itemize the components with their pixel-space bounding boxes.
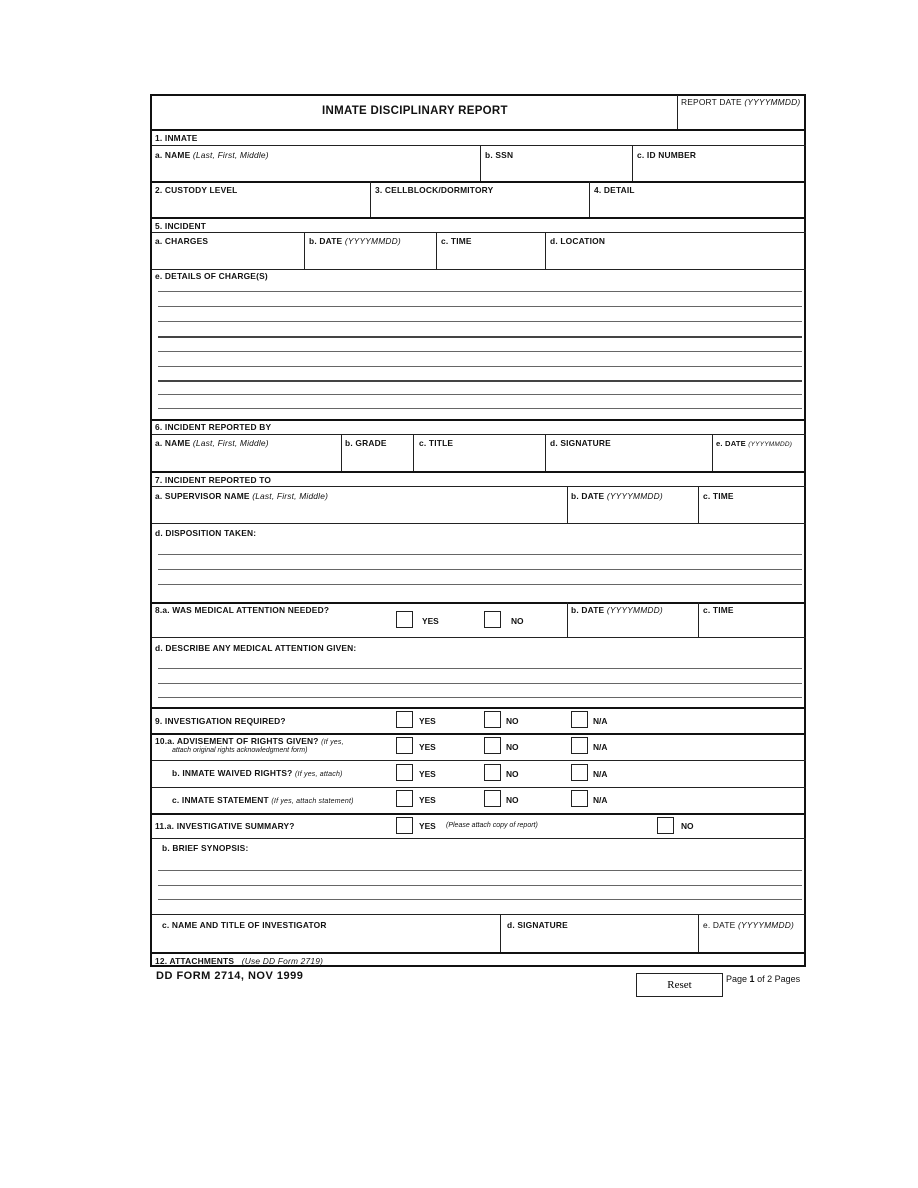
reporter-grade-label: b. GRADE xyxy=(345,438,387,448)
writing-line xyxy=(158,683,802,684)
incident-location-label: d. LOCATION xyxy=(550,236,606,246)
investigative-summary-label: 11.a. INVESTIGATIVE SUMMARY? xyxy=(155,821,295,831)
divider xyxy=(712,434,713,471)
divider xyxy=(632,145,633,181)
divider xyxy=(589,181,590,217)
divider xyxy=(677,95,678,130)
writing-line xyxy=(158,394,802,395)
divider xyxy=(480,145,481,181)
option-na-label: N/A xyxy=(593,795,608,805)
medical-yes-label: YES xyxy=(422,616,439,626)
divider xyxy=(152,760,806,761)
writing-line xyxy=(158,336,802,338)
option-yes-label: YES xyxy=(419,769,436,779)
option-no-label: NO xyxy=(681,821,694,831)
writing-line xyxy=(158,885,802,886)
medical-date-label: b. DATE (YYYYMMDD) xyxy=(571,605,663,615)
investigator-signature-label: d. SIGNATURE xyxy=(507,920,568,930)
section-incident-heading: 5. INCIDENT xyxy=(155,221,207,231)
divider xyxy=(152,232,806,233)
option-no-label: NO xyxy=(506,716,519,726)
divider xyxy=(152,787,806,788)
medical-time-label: c. TIME xyxy=(703,605,734,615)
supervisor-name-label: a. SUPERVISOR NAME (Last, First, Middle) xyxy=(155,491,329,501)
divider xyxy=(567,602,568,637)
divider xyxy=(152,914,806,915)
option-yes-label: YES xyxy=(419,716,436,726)
reporter-title-label: c. TITLE xyxy=(419,438,454,448)
divider xyxy=(698,914,699,952)
divider xyxy=(341,434,342,471)
page-indicator: Page 1 of 2 Pages xyxy=(726,974,801,984)
divider xyxy=(152,181,806,183)
section-reported-by-heading: 6. INCIDENT REPORTED BY xyxy=(155,422,272,432)
writing-line xyxy=(158,351,802,352)
divider xyxy=(152,217,806,219)
waived-na-checkbox[interactable] xyxy=(571,764,588,781)
writing-line xyxy=(158,697,802,698)
writing-line xyxy=(158,870,802,871)
divider xyxy=(152,269,806,270)
divider xyxy=(152,129,806,131)
writing-line xyxy=(158,380,802,382)
section-inmate-heading: 1. INMATE xyxy=(155,133,198,143)
divider xyxy=(436,232,437,269)
brief-synopsis-label: b. BRIEF SYNOPSIS: xyxy=(162,843,249,853)
divider xyxy=(152,419,806,421)
divider xyxy=(698,486,699,523)
supervisor-time-label: c. TIME xyxy=(703,491,734,501)
waived-yes-checkbox[interactable] xyxy=(396,764,413,781)
form-title: INMATE DISCIPLINARY REPORT xyxy=(322,105,508,117)
investigation-na-checkbox[interactable] xyxy=(571,711,588,728)
writing-line xyxy=(158,554,802,555)
divider xyxy=(500,914,501,952)
divider xyxy=(567,486,568,523)
option-yes-label: YES xyxy=(419,821,436,831)
divider xyxy=(370,181,371,217)
writing-line xyxy=(158,584,802,585)
divider xyxy=(152,486,806,487)
writing-line xyxy=(158,408,802,409)
investigation-no-checkbox[interactable] xyxy=(484,711,501,728)
ssn-label: b. SSN xyxy=(485,150,514,160)
divider xyxy=(152,707,806,709)
statement-na-checkbox[interactable] xyxy=(571,790,588,807)
reporter-signature-label: d. SIGNATURE xyxy=(550,438,611,448)
writing-line xyxy=(158,306,802,307)
waived-rights-label: b. INMATE WAIVED RIGHTS? (If yes, attach) xyxy=(172,768,343,778)
option-na-label: N/A xyxy=(593,769,608,779)
investigation-required-label: 9. INVESTIGATION REQUIRED? xyxy=(155,716,286,726)
option-na-label: N/A xyxy=(593,742,608,752)
option-no-label: NO xyxy=(506,795,519,805)
advisement-no-checkbox[interactable] xyxy=(484,737,501,754)
writing-line xyxy=(158,321,802,322)
option-yes-label: YES xyxy=(419,742,436,752)
waived-no-checkbox[interactable] xyxy=(484,764,501,781)
summary-no-checkbox[interactable] xyxy=(657,817,674,834)
detail-label: 4. DETAIL xyxy=(594,185,635,195)
form-number: DD FORM 2714, NOV 1999 xyxy=(156,970,304,982)
divider xyxy=(152,813,806,815)
divider xyxy=(545,434,546,471)
report-date-label: REPORT DATE (YYYYMMDD) xyxy=(681,97,801,107)
advisement-na-checkbox[interactable] xyxy=(571,737,588,754)
divider xyxy=(152,733,806,735)
writing-line xyxy=(158,291,802,292)
option-no-label: NO xyxy=(506,742,519,752)
divider xyxy=(152,145,806,146)
reporter-name-label: a. NAME (Last, First, Middle) xyxy=(155,438,269,448)
divider xyxy=(413,434,414,471)
divider xyxy=(152,637,806,638)
divider xyxy=(698,602,699,637)
option-no-label: NO xyxy=(506,769,519,779)
medical-describe-label: d. DESCRIBE ANY MEDICAL ATTENTION GIVEN: xyxy=(155,643,357,653)
incident-time-label: c. TIME xyxy=(441,236,472,246)
summary-yes-checkbox[interactable] xyxy=(396,817,413,834)
advisement-hint: attach original rights acknowledgment form) xyxy=(172,747,308,754)
disposition-label: d. DISPOSITION TAKEN: xyxy=(155,528,257,538)
custody-level-label: 2. CUSTODY LEVEL xyxy=(155,185,238,195)
divider xyxy=(152,523,806,524)
reporter-date-label: e. DATE (YYYYMMDD) xyxy=(716,439,793,448)
divider xyxy=(152,602,806,604)
divider xyxy=(545,232,546,269)
statement-no-checkbox[interactable] xyxy=(484,790,501,807)
divider xyxy=(304,232,305,269)
divider xyxy=(152,952,806,954)
summary-hint: (Please attach copy of report) xyxy=(446,822,538,829)
option-yes-label: YES xyxy=(419,795,436,805)
inmate-name-label: a. NAME (Last, First, Middle) xyxy=(155,150,269,160)
advisement-yes-checkbox[interactable] xyxy=(396,737,413,754)
investigation-yes-checkbox[interactable] xyxy=(396,711,413,728)
writing-line xyxy=(158,668,802,669)
section-reported-to-heading: 7. INCIDENT REPORTED TO xyxy=(155,475,272,485)
reset-button[interactable]: Reset xyxy=(636,973,723,997)
divider xyxy=(152,471,806,473)
option-na-label: N/A xyxy=(593,716,608,726)
writing-line xyxy=(158,569,802,570)
attachments-label: 12. ATTACHMENTS (Use DD Form 2719) xyxy=(155,956,324,966)
charges-label: a. CHARGES xyxy=(155,236,209,246)
supervisor-date-label: b. DATE (YYYYMMDD) xyxy=(571,491,663,501)
medical-no-checkbox[interactable] xyxy=(484,611,501,628)
medical-yes-checkbox[interactable] xyxy=(396,611,413,628)
writing-line xyxy=(158,366,802,367)
incident-date-label: b. DATE (YYYYMMDD) xyxy=(309,236,401,246)
investigator-name-label: c. NAME AND TITLE OF INVESTIGATOR xyxy=(162,920,327,930)
cellblock-label: 3. CELLBLOCK/DORMITORY xyxy=(375,185,494,195)
medical-attention-label: 8.a. WAS MEDICAL ATTENTION NEEDED? xyxy=(155,605,330,615)
advisement-of-rights-label: 10.a. ADVISEMENT OF RIGHTS GIVEN? (If yes, xyxy=(155,736,344,746)
inmate-statement-label: c. INMATE STATEMENT (If yes, attach statement) xyxy=(172,795,354,805)
divider xyxy=(152,838,806,839)
divider xyxy=(152,434,806,435)
writing-line xyxy=(158,899,802,900)
investigator-date-label: e. DATE (YYYYMMDD) xyxy=(703,920,794,930)
statement-yes-checkbox[interactable] xyxy=(396,790,413,807)
id-number-label: c. ID NUMBER xyxy=(637,150,697,160)
medical-no-label: NO xyxy=(511,616,524,626)
details-of-charges-label: e. DETAILS OF CHARGE(S) xyxy=(155,271,268,281)
